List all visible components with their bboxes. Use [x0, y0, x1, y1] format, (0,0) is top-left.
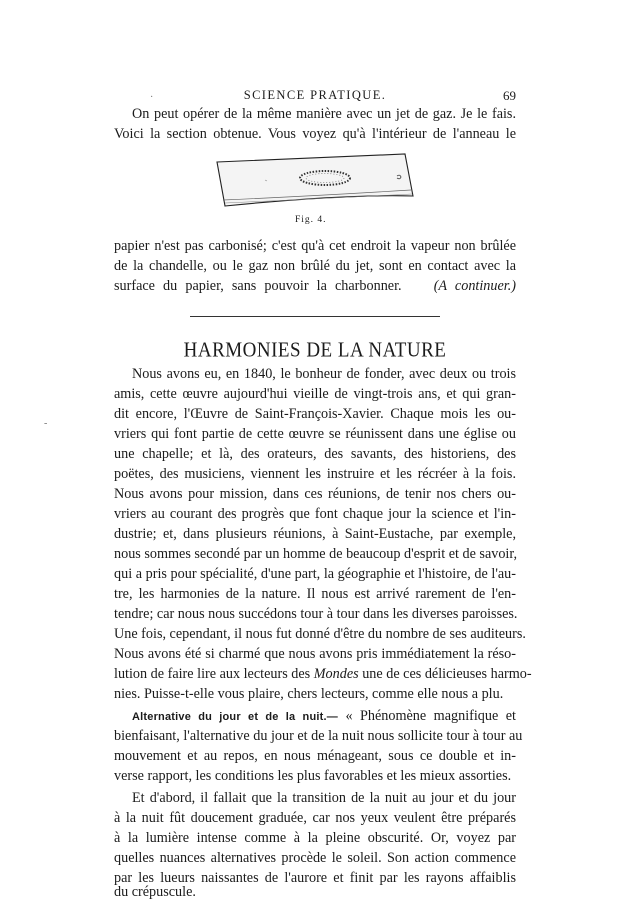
- text-line: nous sommes secondé par un homme de beaucoup d'esprit et de savoir,: [114, 546, 518, 562]
- running-title: SCIENCE PRATIQUE.: [243, 88, 387, 102]
- section-divider: [190, 316, 440, 317]
- text-line: amis, cette œuvre aujourd'hui vieille de vingt-trois ans, et qui gran-: [114, 386, 516, 402]
- margin-mark: ·: [150, 92, 154, 103]
- text-line: [114, 706, 516, 727]
- text-line: bienfaisant, l'alternative du jour et de la nuit nous sollicite tour à tour au: [114, 728, 523, 744]
- text-fragment: une de ces délicieuses harmo-: [358, 666, 532, 682]
- text-line: vriers qui font partie de cette œuvre se réunissent dans une église ou: [114, 426, 516, 442]
- text-fragment: surface du papier, sans pouvoir la charbonner.: [114, 278, 402, 294]
- page-number: 69: [503, 88, 516, 103]
- text-line: verse rapport, les conditions les plus favorables et les mieux assorties.: [114, 768, 512, 784]
- text-line: Une fois, cependant, il nous fut donné d'être du nombre de ses auditeurs.: [114, 626, 526, 642]
- text-line: poëtes, des musiciens, viennent les instruire et les récréer à la fois.: [114, 466, 516, 482]
- text-line: une chapelle; et là, des orateurs, des savants, des historiens, des: [114, 446, 516, 462]
- text-line: [114, 276, 516, 296]
- text-line: tre, les harmonies de la nature. Il nous est arrivé rarement de l'en-: [114, 586, 516, 602]
- text-line: quelles nuances alternatives procède le soleil. Son action commence: [114, 850, 516, 866]
- text-line: dit encore, l'Œuvre de Saint-François-Xavier. Chaque mois les ou-: [114, 406, 516, 422]
- text-line: On peut opérer de la même manière avec un jet de gaz. Je le fais.: [132, 106, 516, 122]
- figure-caption: Fig. 4.: [295, 215, 327, 225]
- text-fragment: « Phénomène magnifique et: [337, 708, 516, 724]
- paper-sheet: [217, 154, 413, 206]
- text-line: à la nuit fût doucement graduée, car nos yeux veulent être préparés: [114, 810, 516, 826]
- section-title: HARMONIES DE LA NATURE: [183, 338, 447, 363]
- text-line: mouvement et au repos, en nous ménageant, sous ce double et in-: [114, 748, 516, 764]
- text-fragment: lution de faire lire aux lecteurs des: [114, 666, 314, 682]
- text-line: Nous avons été si charmé que nous avons pris immédiatement la réso-: [114, 646, 516, 662]
- text-line: Nous avons eu, en 1840, le bonheur de fonder, avec deux ou trois: [132, 366, 516, 382]
- text-line: Et d'abord, il fallait que la transition de la nuit au jour et du jour: [132, 790, 516, 806]
- continuation-note: (A continuer.): [433, 278, 516, 294]
- text-line: papier n'est pas carbonisé; c'est qu'à cet endroit la vapeur non brûlée: [114, 238, 516, 254]
- text-line: qui a pris pour spécialité, d'une part, la géographie et l'histoire, de l'au-: [114, 566, 516, 582]
- text-line: [114, 664, 532, 684]
- text-line: à la lumière intense comme à la pleine obscurité. Or, voyez par: [114, 830, 516, 846]
- margin-mark: -: [44, 418, 48, 429]
- journal-title: Mondes: [313, 666, 359, 682]
- text-line: Nous avons pour mission, dans ces réunions, de tenir nos chers ou-: [114, 486, 516, 502]
- text-line: tendre; car nous nous succédons tour à tour dans les diverses paroisses.: [114, 606, 518, 622]
- text-line: vriers au courant des progrès que font chaque jour la science et l'in-: [114, 506, 516, 522]
- text-line: par les lueurs naissantes de l'aurore et finit par les rayons affaiblis: [114, 870, 516, 886]
- running-head: [114, 88, 516, 104]
- text-line: dustrie; et, dans plusieurs réunions, à Saint-Eustache, par exemple,: [114, 526, 516, 542]
- subsection-heading: Alternative du jour et de la nuit.—: [132, 711, 338, 723]
- figure-paper-section: [195, 150, 420, 214]
- text-line: de la chandelle, ou le gaz non brûlé du jet, sont en contact avec la: [114, 258, 516, 274]
- text-line: Voici la section obtenue. Vous voyez qu'à l'intérieur de l'anneau le: [114, 126, 516, 142]
- text-line: du crépuscule.: [114, 884, 196, 900]
- text-line: nies. Puisse-t-elle vous plaire, chers lecteurs, comme elle nous a plu.: [114, 686, 504, 702]
